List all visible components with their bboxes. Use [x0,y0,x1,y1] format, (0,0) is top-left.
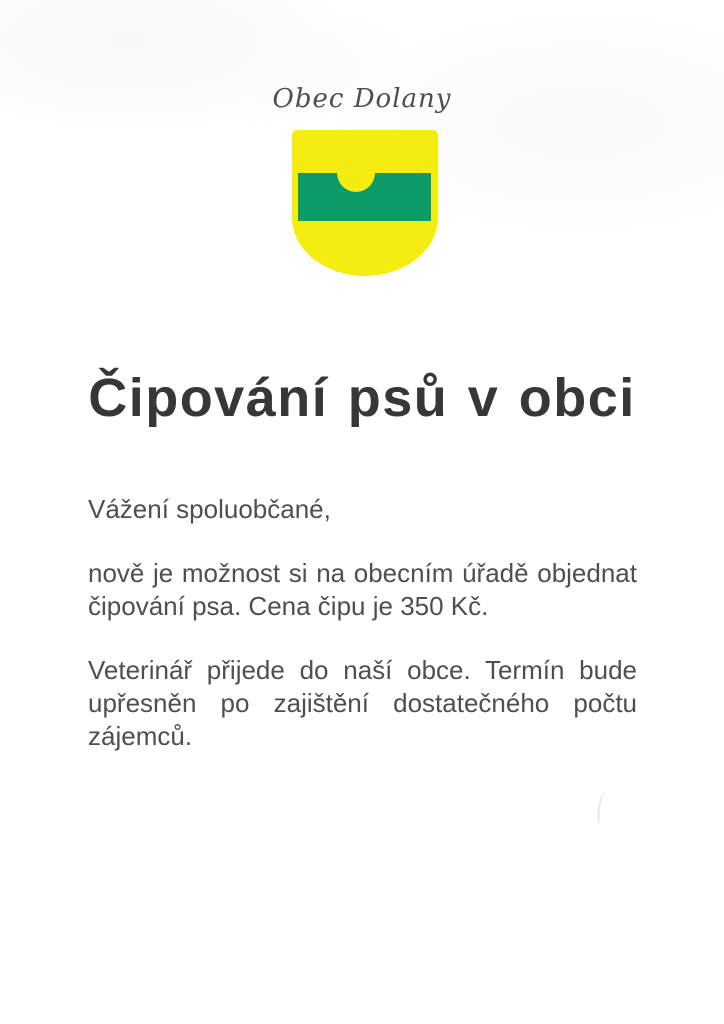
paragraph-details: Veterinář přijede do naší obce. Termín bude upřesněn po zajištění dostatečného počtu zájemců. [88,655,637,751]
page-title: Čipování psů v obci [88,368,636,429]
paragraph-announcement: nově je možnost si na obecním úřadě objednat čipování psa. Cena čipu je 350 Kč. [88,558,637,621]
paragraph-salutation: Vážení spoluobčané, [88,494,331,524]
shield-notch [337,154,375,192]
municipality-name: Obec Dolany [272,84,452,114]
notice-body [88,493,637,784]
coat-of-arms-icon [292,130,438,276]
shield-shape [292,130,438,276]
shield-green-band [298,173,431,221]
scan-artifact-mark [596,791,611,826]
